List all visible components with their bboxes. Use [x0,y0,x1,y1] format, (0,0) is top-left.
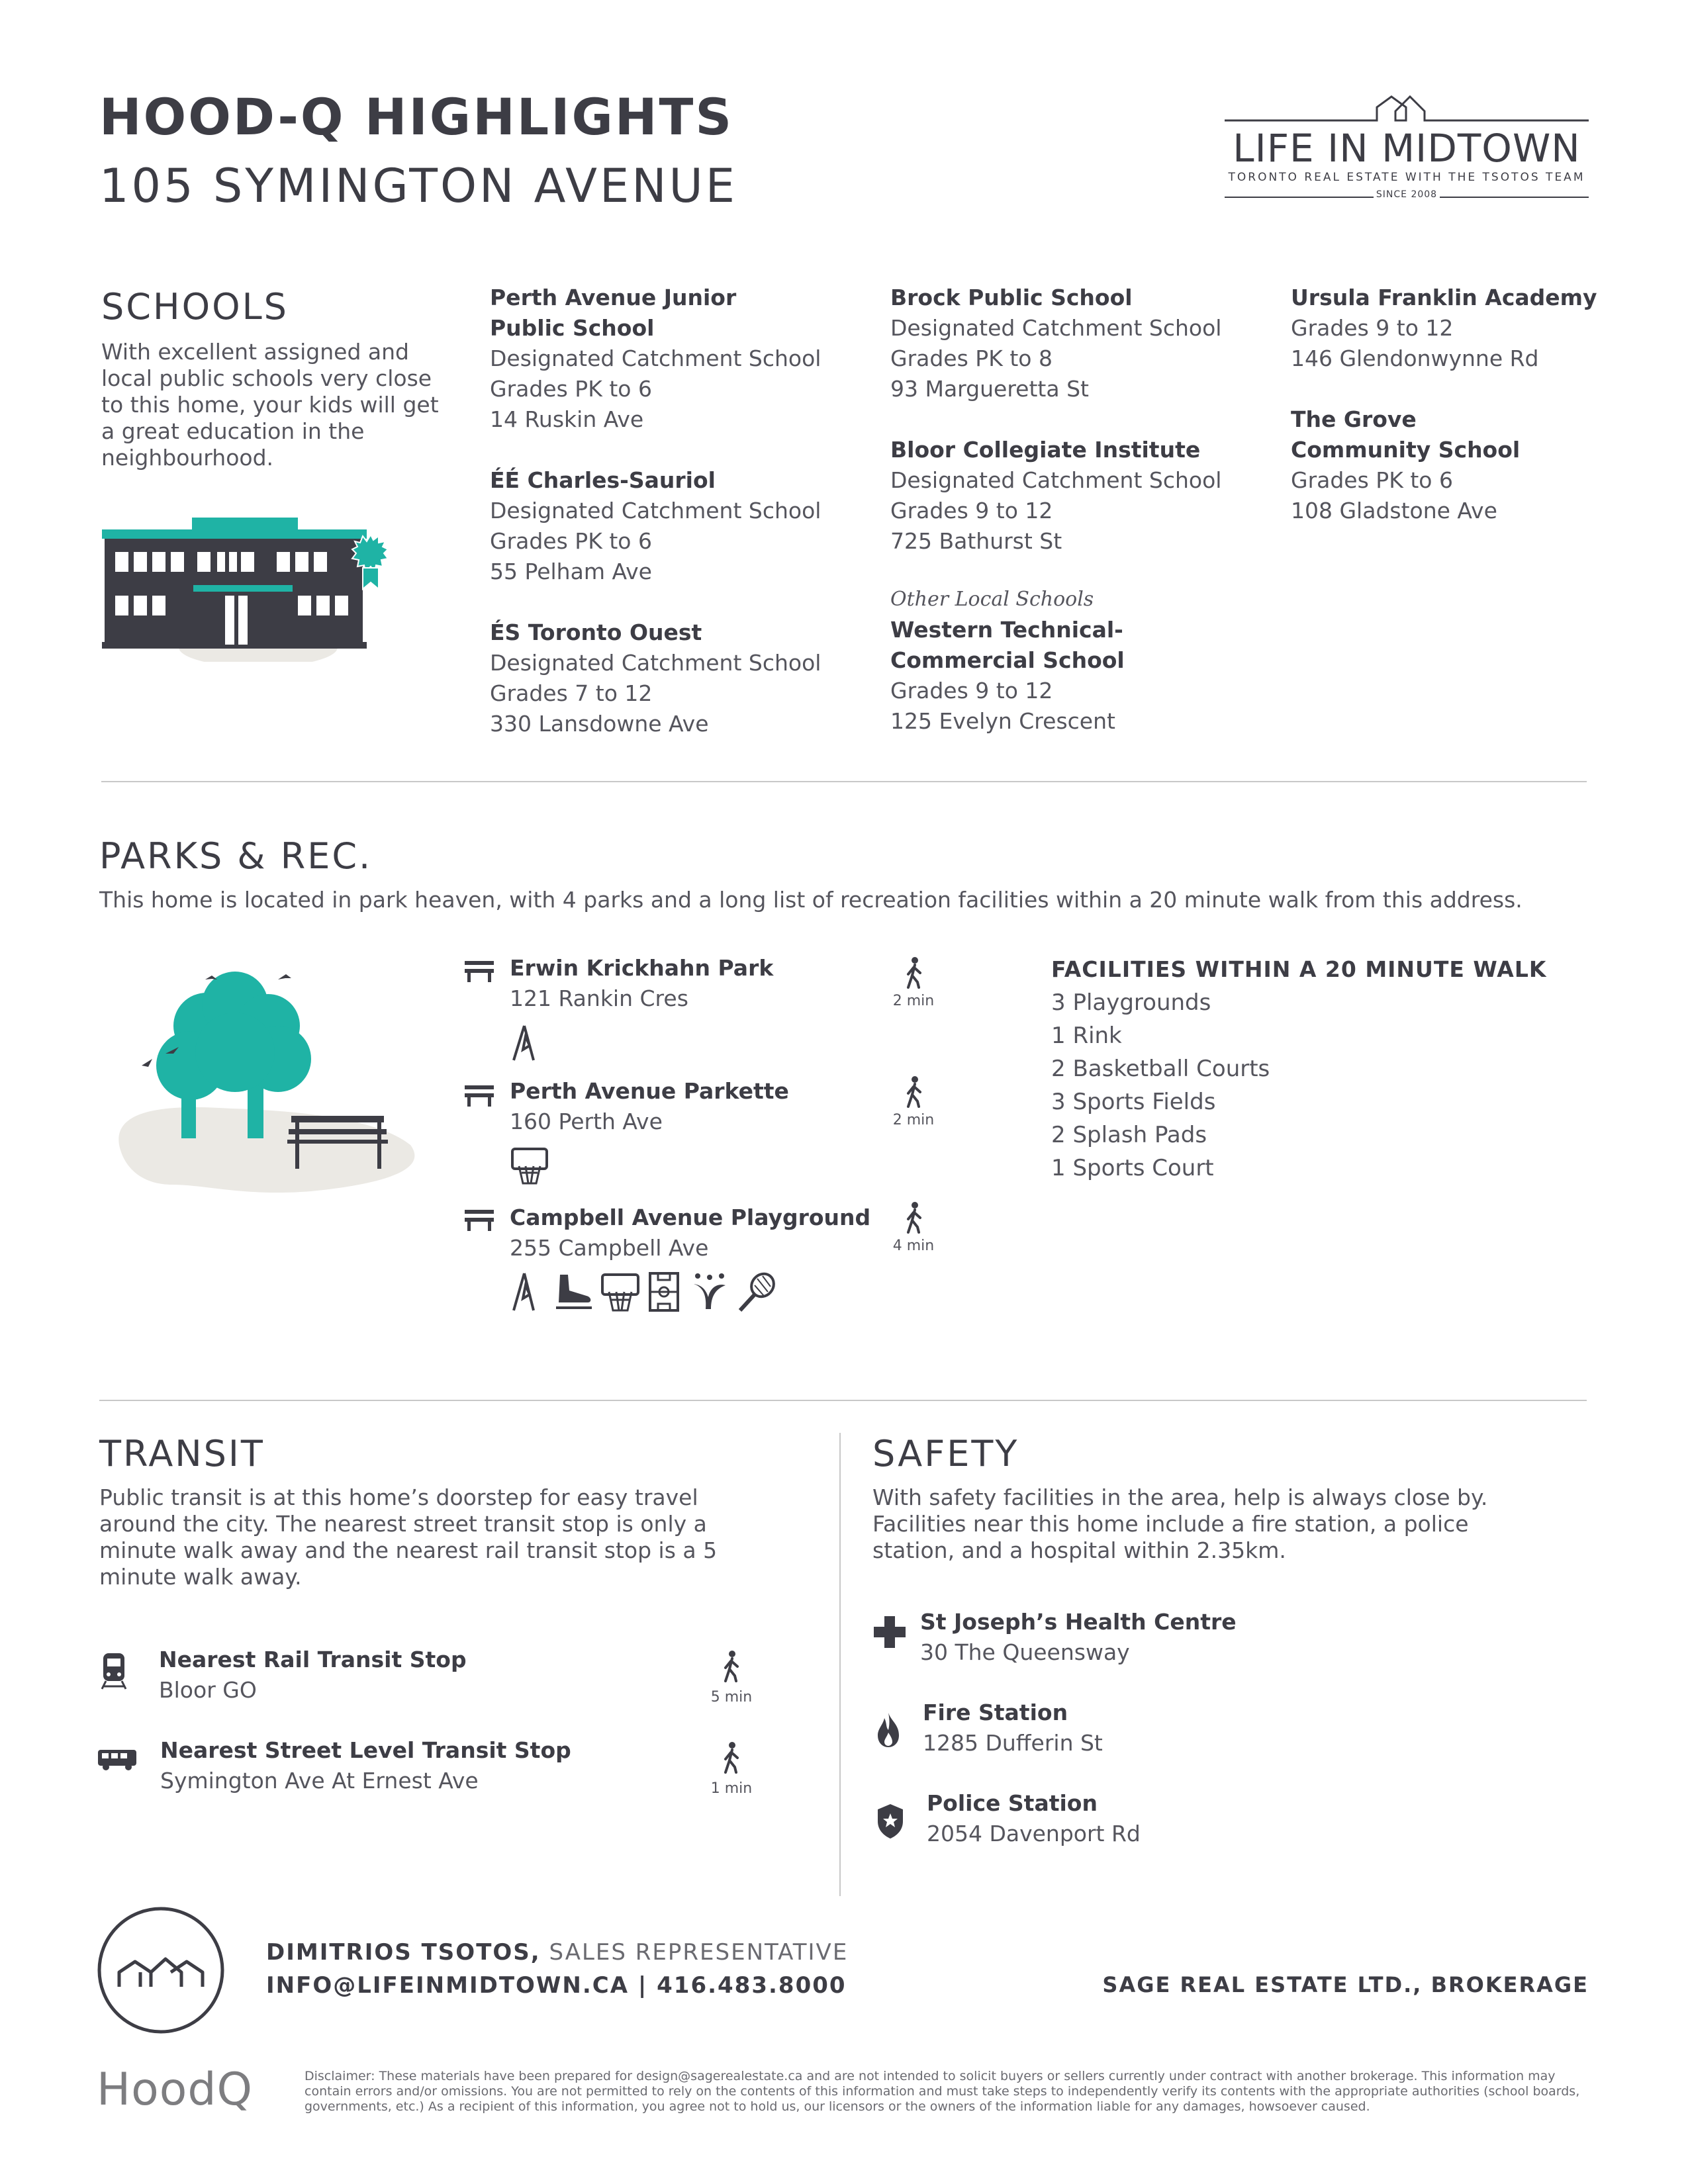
bench-icon [463,1208,496,1232]
hospital [920,1607,1237,1668]
bus-icon [97,1747,139,1772]
agent-contact: INFO@LIFEINMIDTOWN.CA | 416.483.8000 [266,1972,847,1999]
school-name-cont: Commercial School [890,647,1125,673]
facility-item: 2 Basketball Courts [1051,1056,1270,1082]
walk-time: 2 min [892,1112,935,1128]
school-name: Bloor Collegiate Institute [890,437,1201,463]
walk-time: 1 min [710,1780,753,1797]
hospital-name: St Joseph’s Health Centre [920,1609,1237,1635]
school-address: 14 Ruskin Ave [490,406,644,432]
police-badge-icon [875,1803,906,1840]
agent-line [266,1939,848,1966]
street-stop-label: Nearest Street Level Transit Stop [160,1737,571,1763]
safety-title: SAFETY [872,1433,1019,1475]
brand-name: LIFE IN MIDTOWN [1233,126,1581,171]
playground-icon [510,1271,541,1313]
school-column-3 [1291,283,1597,526]
park-name: Perth Avenue Parkette [510,1078,789,1104]
school-type: Designated Catchment School [490,650,821,676]
property-address: 105 SYMINGTON AVENUE [99,159,738,213]
facility-item: 1 Sports Court [1051,1155,1214,1181]
school-address: 725 Bathurst St [890,528,1062,554]
basketball-icon [510,1146,549,1186]
school-building-icon [99,503,417,662]
facility-item: 3 Sports Fields [1051,1089,1216,1115]
basketball-icon [600,1271,642,1313]
school-type: Designated Catchment School [890,467,1222,493]
bench-icon [463,960,496,983]
police-station-address: 2054 Davenport Rd [927,1821,1141,1846]
parks-description: This home is located in park heaven, with 4 parks and a long list of recreation facilities within a 20 minute walk from this address. [99,887,1523,913]
ice-skate-icon [553,1271,596,1313]
school-address: 330 Lansdowne Ave [490,711,709,737]
section-divider [99,1400,1587,1401]
transit-title: TRANSIT [99,1433,265,1475]
walking-person-icon [904,1076,924,1108]
agent-role: SALES REPRESENTATIVE [549,1939,849,1966]
column-divider [839,1433,841,1896]
school-name: ÉS Toronto Ouest [490,619,702,645]
walking-person-icon [722,1651,741,1682]
school-address: 108 Gladstone Ave [1291,498,1497,523]
agent-name: DIMITRIOS TSOTOS, [266,1939,541,1966]
schools-description: With excellent assigned and local public schools very close to this home, your kids will get a great education in the neighbourhood. [101,339,439,471]
brand-tagline: TORONTO REAL ESTATE WITH THE TSOTOS TEAM [1228,171,1585,184]
page-title: HOOD-Q HIGHLIGHTS [99,87,734,146]
school-column-2 [890,283,1221,557]
school-name: The Grove [1291,406,1417,432]
brand-logo [1225,93,1589,205]
school-address: 125 Evelyn Crescent [890,708,1115,734]
school-address: 55 Pelham Ave [490,559,652,584]
facilities-list [1051,953,1546,1185]
school-grades: Grades 9 to 12 [1291,315,1454,341]
hospital-cross-icon [872,1615,907,1649]
facility-item: 2 Splash Pads [1051,1122,1207,1148]
walk-time: 2 min [892,993,935,1009]
park-name: Erwin Krickhahn Park [510,955,774,981]
park-address: 255 Campbell Ave [510,1235,709,1261]
bench-icon [463,1084,496,1108]
train-icon [99,1651,128,1692]
walking-person-icon [904,1202,924,1234]
section-divider [101,781,1587,782]
school-address: 146 Glendonwynne Rd [1291,345,1539,371]
rail-stop-label: Nearest Rail Transit Stop [159,1647,467,1672]
schools-title: SCHOOLS [101,286,289,328]
walking-person-icon [722,1742,741,1774]
fire-icon [875,1711,902,1749]
school-grades: Grades PK to 6 [490,528,652,554]
brokerage-name: SAGE REAL ESTATE LTD., BROKERAGE [1102,1972,1589,1997]
park-address: 121 Rankin Cres [510,985,688,1011]
walk-time: 4 min [892,1238,935,1254]
splash-pad-icon [690,1271,729,1313]
walk-time: 5 min [710,1689,753,1706]
walking-person-icon [904,957,924,989]
school-grades: Grades 9 to 12 [890,498,1053,523]
street-stop [160,1735,571,1796]
school-type: Designated Catchment School [490,498,821,523]
rail-stop [159,1645,467,1706]
other-school [890,615,1125,737]
street-stop-name: Symington Ave At Ernest Ave [160,1768,479,1794]
school-name: Western Technical- [890,617,1123,643]
agent-logo-icon [97,1906,225,2034]
police-station-name: Police Station [927,1790,1098,1816]
park-tree-icon [99,953,430,1205]
park-name: Campbell Avenue Playground [510,1205,871,1230]
school-name: ÉÉ Charles-Sauriol [490,467,716,493]
school-grades: Grades PK to 8 [890,345,1053,371]
safety-description: With safety facilities in the area, help is always close by. Facilities near this home include a fire station, a police station, and a hospital within 2.35km. [872,1484,1488,1563]
police-station [927,1788,1141,1849]
facility-item: 1 Rink [1051,1023,1122,1049]
playground-icon [510,1023,541,1063]
school-name-cont: Community School [1291,437,1521,463]
fire-station-name: Fire Station [923,1700,1068,1725]
fire-station [923,1698,1103,1758]
sports-field-icon [647,1271,682,1313]
school-name: Brock Public School [890,285,1133,310]
hospital-address: 30 The Queensway [920,1639,1130,1665]
transit-description: Public transit is at this home’s doorstep for easy travel around the city. The nearest street transit stop is only a minute walk away and the nearest rail transit stop is a 5 minute walk away. [99,1484,718,1590]
school-address: 93 Margueretta St [890,376,1089,402]
parks-title: PARKS & REC. [99,835,373,877]
school-grades: Grades 9 to 12 [890,678,1053,704]
facility-item: 3 Playgrounds [1051,989,1211,1016]
disclaimer: Disclaimer: These materials have been prepared for design@sagerealestate.ca and are not intended to solicit buyers or sellers currently under contract with another brokerage. This information may contain errors and/or omissions. You are not permitted to rely on the contents of this information and must take steps to independently verify its contents with the appropriate authorities (school boards, governments, etc.) As a recipient of this information, you agree not to hold us, our licensors or the owners of the information liable for any damages, howsoever caused. [305,2069,1580,2114]
school-grades: Grades PK to 6 [1291,467,1453,493]
tennis-icon [736,1271,778,1313]
brand-since: SINCE 2008 [1374,189,1440,200]
school-grades: Grades 7 to 12 [490,680,653,706]
park-walk-times [887,953,940,1284]
school-name: Perth Avenue Junior [490,285,737,310]
hoodq-logo: HoodQ [97,2064,254,2116]
park-address: 160 Perth Ave [510,1109,663,1134]
school-name: Ursula Franklin Academy [1291,285,1597,310]
rail-stop-name: Bloor GO [159,1677,257,1703]
school-grades: Grades PK to 6 [490,376,652,402]
facilities-title: FACILITIES WITHIN A 20 MINUTE WALK [1051,956,1547,982]
school-type: Designated Catchment School [490,345,821,371]
other-schools-label: Other Local Schools [890,588,1094,611]
school-type: Designated Catchment School [890,315,1222,341]
school-name-cont: Public School [490,315,655,341]
school-column-1 [490,283,821,739]
fire-station-address: 1285 Dufferin St [923,1730,1103,1756]
